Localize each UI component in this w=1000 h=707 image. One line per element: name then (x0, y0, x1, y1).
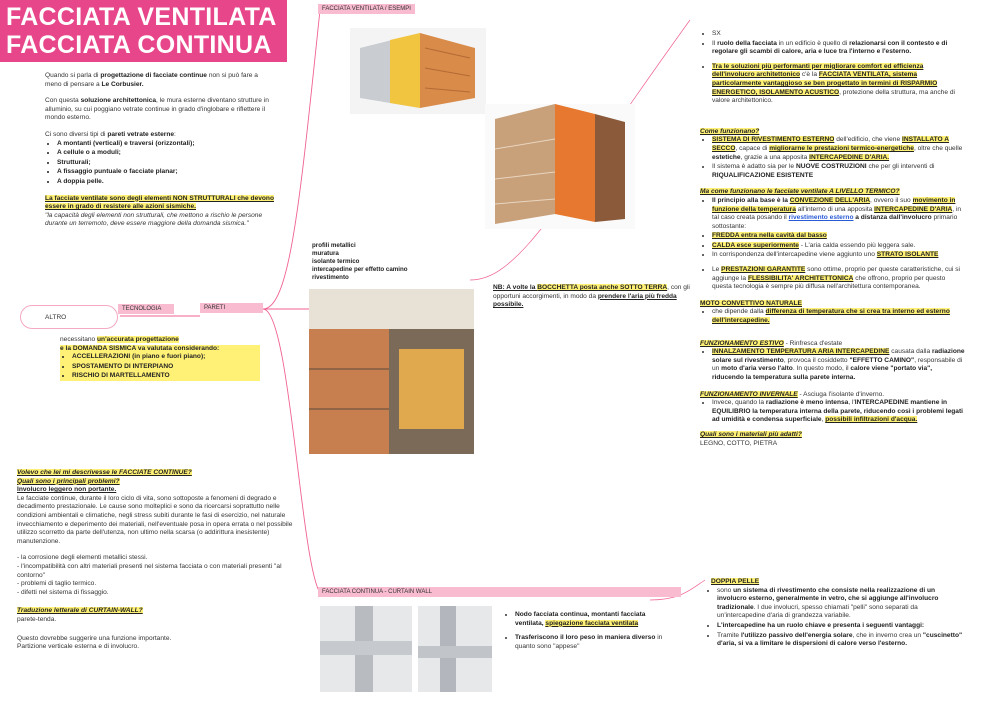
intro-p2: Con questa soluzione architettonica, le mura esterne diventano strutture in alluminio, su cui poggiano vetrate continue in grado d'inglobare e riflettere il mondo esterno. (45, 97, 269, 122)
title-line-1: FACCIATA VENTILATA (6, 3, 277, 31)
intro-p4: La facciate ventilate sono degli elementi NON STRUTTURALI che devono essere in grado di resistere alle azioni sismiche. (45, 194, 274, 211)
list-item: • A cellule o a moduli; (57, 149, 275, 158)
curtain-wall-image-1 (320, 606, 412, 692)
list-item: • SPOSTAMENTO DI INTERPIANO (72, 363, 260, 372)
curtain-wall-image-2 (418, 606, 492, 692)
list-item: • RISCHIO DI MARTELLAMENTO (72, 372, 260, 381)
node-tecnologia[interactable]: TECNOLOGIA (118, 304, 174, 314)
facade-photo-image (309, 289, 474, 454)
main-title (0, 0, 287, 62)
node-pareti[interactable]: PARETI (200, 303, 263, 313)
facade-3d-render-image (350, 28, 486, 114)
right-column: • SX • Il ruolo della facciata in un edificio è quello di relazionarsi con il contesto e di regolare gli scambi di calore, aria e luce tra l'interno e l'esterno. • Tra le soluzioni più performanti per migliorare comfort ed efficienza dell'involucro architettonico c'è la FACCIATA VENTILATA, sistema particolarmente vantaggioso se ben progettato in termini di RISPARMIO ENERGETICO, ISOLAMENTO ACUSTICO, protezione della struttura, ma anche di valore architettonico. Come funzionano? • SISTEMA DI RIVESTIMENTO ESTERNO dell'edificio, che viene INSTALLATO A SECCO, capace di migliorarne le prestazioni termico-energetiche, oltre che quelle estetiche, grazie a una apposita INTERCAPEDINE D'ARIA. • Il sistema è adatto sia per le NUOVE COSTRUZIONI che per gli interventi di RIQUALIFICAZIONE ESISTENTE Ma come funzionano le facciate ventilate A LIVELLO TERMICO? • Il principio alla base è la CONVEZIONE DELL'ARIA, ovvero il suo movimento in funzione della temperatura all'interno di una apposita INTERCAPEDINE D'ARIA, in tal caso creata posando il rivestimento esterno a distanza dall'involucro primario sottostante: • FREDDA entra nella cavità dal basso • CALDA esce superiormente - L'aria calda essendo più leggera sale. • In corrispondenza dell'intercapedine viene aggiunto uno STRATO ISOLANTE • Le PRESTAZIONI GARANTITE sono ottime, proprio per queste caratteristiche, cui si aggiunge la FLESSIBILITA' ARCHITETTONICA che offrono, proprio per questo questa tecnologia è sempre più diffusa nell'architettura contemporanea. MOTO CONVETTIVO NATURALE • che dipende dalla differenza di temperatura che si crea tra interno ed esterno dell'intercapedine. FUNZIONAMENTO ESTIVO - Rinfresca d'estate • INNALZAMENTO TEMPERATURA ARIA INTERCAPEDINE causata dalla radiazione solare sul rivestimento, provoca il cosiddetto "EFFETTO CAMINO", responsabile di un moto d'aria verso l'alto. In questo modo, il calore viene "portato via", riducendo la temperatura sulla parete interna. FUNZIONAMENTO INVERNALE - Asciuga l'isolante d'inverno. • Invece, quando la radiazione è meno intensa, l'INTERCAPEDINE mantiene in EQUILIBRIO la temperatura interna della parete, riducendo così i problemi legati ad umidità e condensa superficiale, possibili infiltrazioni d'acqua. Quali sono i materiali più adatti? LEGNO, COTTO, PIETRA (700, 30, 965, 448)
sismica-block: necessitano un'accurata progettazione e la DOMANDA SISMICA va valutata considerando: • ACCELLERAZIONI (in piano e fuori piano); • SPOSTAMENTO DI INTERPIANO • RISCHIO DI MARTELLAMENTO (60, 336, 260, 382)
intro-p1: Quando si parla di progettazione di facciate continue non si può fare a meno di pensare a Le Corbusier. (45, 72, 258, 88)
facade-section-image (485, 104, 635, 229)
list-item: • A fissaggio puntuale o facciate planar; (57, 168, 275, 177)
nb-note: NB: A volte la BOCCHETTA posta anche SOTTO TERRA, con gli opportuni accorgimenti, in modo da prendere l'aria più fredda possibile. (493, 284, 690, 309)
intro-quote: "la capacità degli elementi non strutturali, che mettono a rischio le persone durante un terremoto, deve essere maggiore della domanda sismica." (45, 211, 263, 228)
intro-p3: Ci sono diversi tipi di pareti vetrate esterne: (45, 130, 176, 138)
node-ventilata-esempi[interactable]: FACCIATA VENTILATA / ESEMPI (318, 4, 415, 14)
types-list (45, 140, 275, 187)
layers-list: profili metallici muratura isolante termico intercapedine per effetto camino rivestimento (312, 242, 408, 281)
continue-block: Volevo che lei mi descrivesse le FACCIATE CONTINUE? Quali sono i principali problemi? Involucro leggero non portante. Le facciate continue, durante il loro ciclo di vita, sono sottoposte a fenomeni di degrado e decadimento prestazionale. Le cause sono molteplici e sono da ricercarsi soprattutto nelle condizioni ambientali e climatiche, negli stress subiti durante le fasi di esercizio, nel naturale invecchiamento e deperimento dei materiali, nell'eventuale posa in opera errata o nel possibile utilizzo scorretto da parte dell'utenza, non ultimo nella scarsa (o addirittura inesistente) manutenzione. - la corrosione degli elementi metallici stessi. - l'incompatibilità con altri materiali presenti nel sistema facciata o con materiali presenti "al contorno" - problemi di taglio termico. - difetti nel sistema di fissaggio. Traduzione letterale di CURTAIN-WALL? parete-tenda. Questo dovrebbe suggerire una funzione importante. Partizione verticale esterna e di involucro. (17, 469, 293, 651)
intro-block (45, 72, 275, 229)
list-item: • A doppia pelle. (57, 178, 275, 187)
list-item: • ACCELLERAZIONI (in piano e fuori piano); (72, 353, 260, 362)
list-item: • Strutturali; (57, 159, 275, 168)
list-item: • A montanti (verticali) e traversi (orizzontali); (57, 140, 275, 149)
sismica-list (60, 353, 260, 381)
node-curtain-wall[interactable]: FACCIATA CONTINUA - CURTAIN WALL (318, 587, 681, 597)
node-altro[interactable]: ALTRO (20, 305, 118, 329)
title-line-2: FACCIATA CONTINUA (6, 31, 272, 59)
doppia-pelle-block: DOPPIA PELLE • sono un sistema di rivestimento che consiste nella realizzazione di un involucro esterno, generalmente in vetro, che si aggiunge all'involucro tradizionale. I due involucri, spesso chiamati "pelli" sono separati da un'intercapedine d'aria di grandezza variabile. • L'intercapedine ha un ruolo chiave e presenta i seguenti vantaggi: • Tramite l'utilizzo passivo dell'energia solare, che in inverno crea un "cuscinetto" d'aria, si va a limitare le dispersioni di calore verso l'esterno. (705, 578, 965, 650)
curtain-notes: • Nodo facciata continua, montanti facciata ventilata, spiegazione facciata ventilata • Trasferiscono il loro peso in maniera diverso in quanto sono "appese" (503, 611, 673, 652)
